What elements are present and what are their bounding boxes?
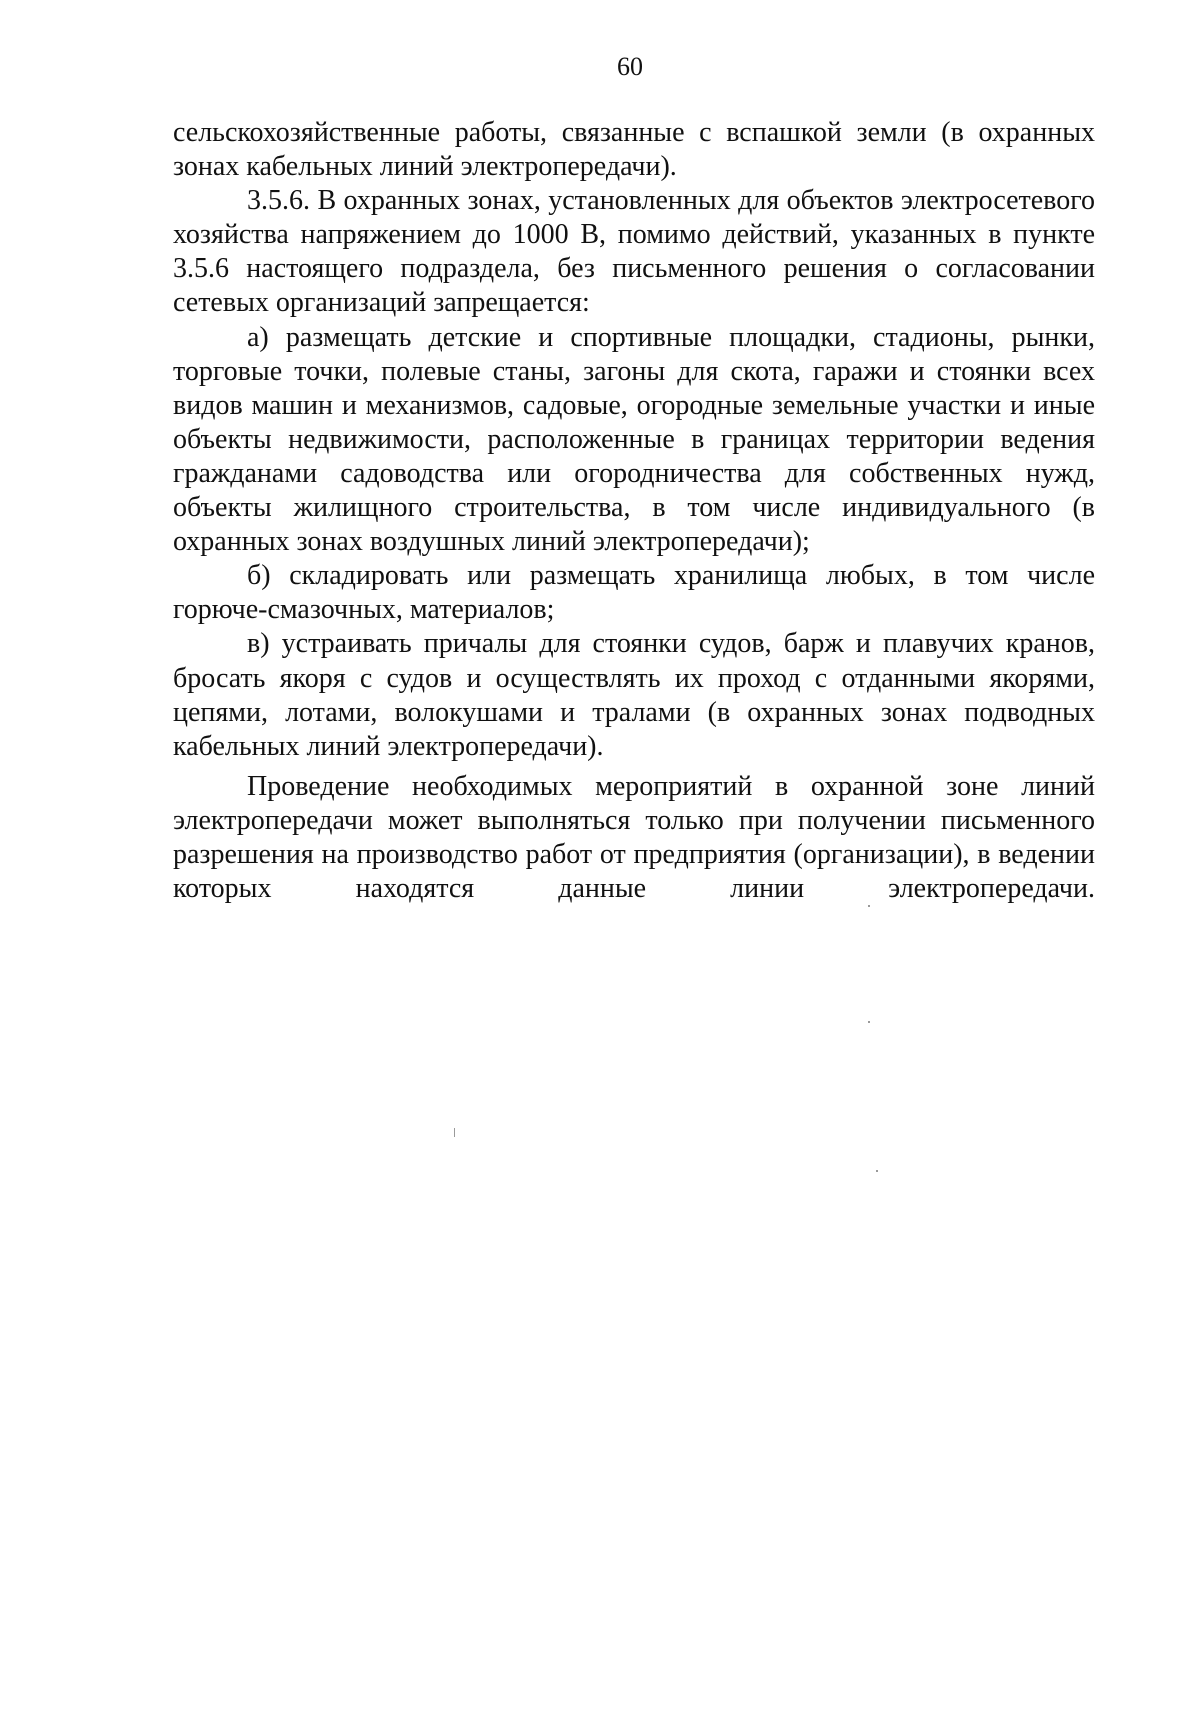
paragraph-item-a: а) размещать детские и спортивные площадки, стадионы, рынки, торговые точки, полевые станы, загоны для скота, гаражи и стоянки всех видов машин и механизмов, садовые, огородные земельные участки и иные объекты недвижимости, расположенные в границах территории ведения гражданами садоводства или огородничества для собственных нужд, объекты жилищного строительства, в том числе индивидуального (в охранных зонах воздушных линий электропередачи); [173,321,1095,558]
paragraph-permission: Проведение необходимых мероприятий в охранной зоне линий электропередачи может выполняться только при получении письменного разрешения на производство работ от предприятия (организации), в ведении которых находятся данные линии электропередачи. [173,770,1095,905]
page-number: 60 [617,52,643,81]
scan-speck [868,905,870,907]
scan-speck [454,1128,455,1137]
paragraph-continuation: сельскохозяйственные работы, связанные с вспашкой земли (в охранных зонах кабельных линий электропередачи). [173,117,1095,183]
paragraph-clause-3-5-6: 3.5.6. В охранных зонах, установленных для объектов электросетевого хозяйства напряжением до 1000 В, помимо действий, указанных в пункте 3.5.6 настоящего подраздела, без письменного решения о согласовании сетевых организаций запрещается: [173,185,1095,319]
scan-speck [876,1170,878,1172]
paragraph-item-b: б) складировать или размещать хранилища любых, в том числе горюче-смазочных, материалов; [173,560,1095,626]
document-body [173,116,1095,906]
scan-speck [868,1021,870,1023]
paragraph-item-v: в) устраивать причалы для стоянки судов, барж и плавучих кранов, бросать якоря с судов и осуществлять их проход с отданными якорями, цепями, лотами, волокушами и тралами (в охранных зонах подводных кабельных линий электропередачи). [173,628,1095,762]
